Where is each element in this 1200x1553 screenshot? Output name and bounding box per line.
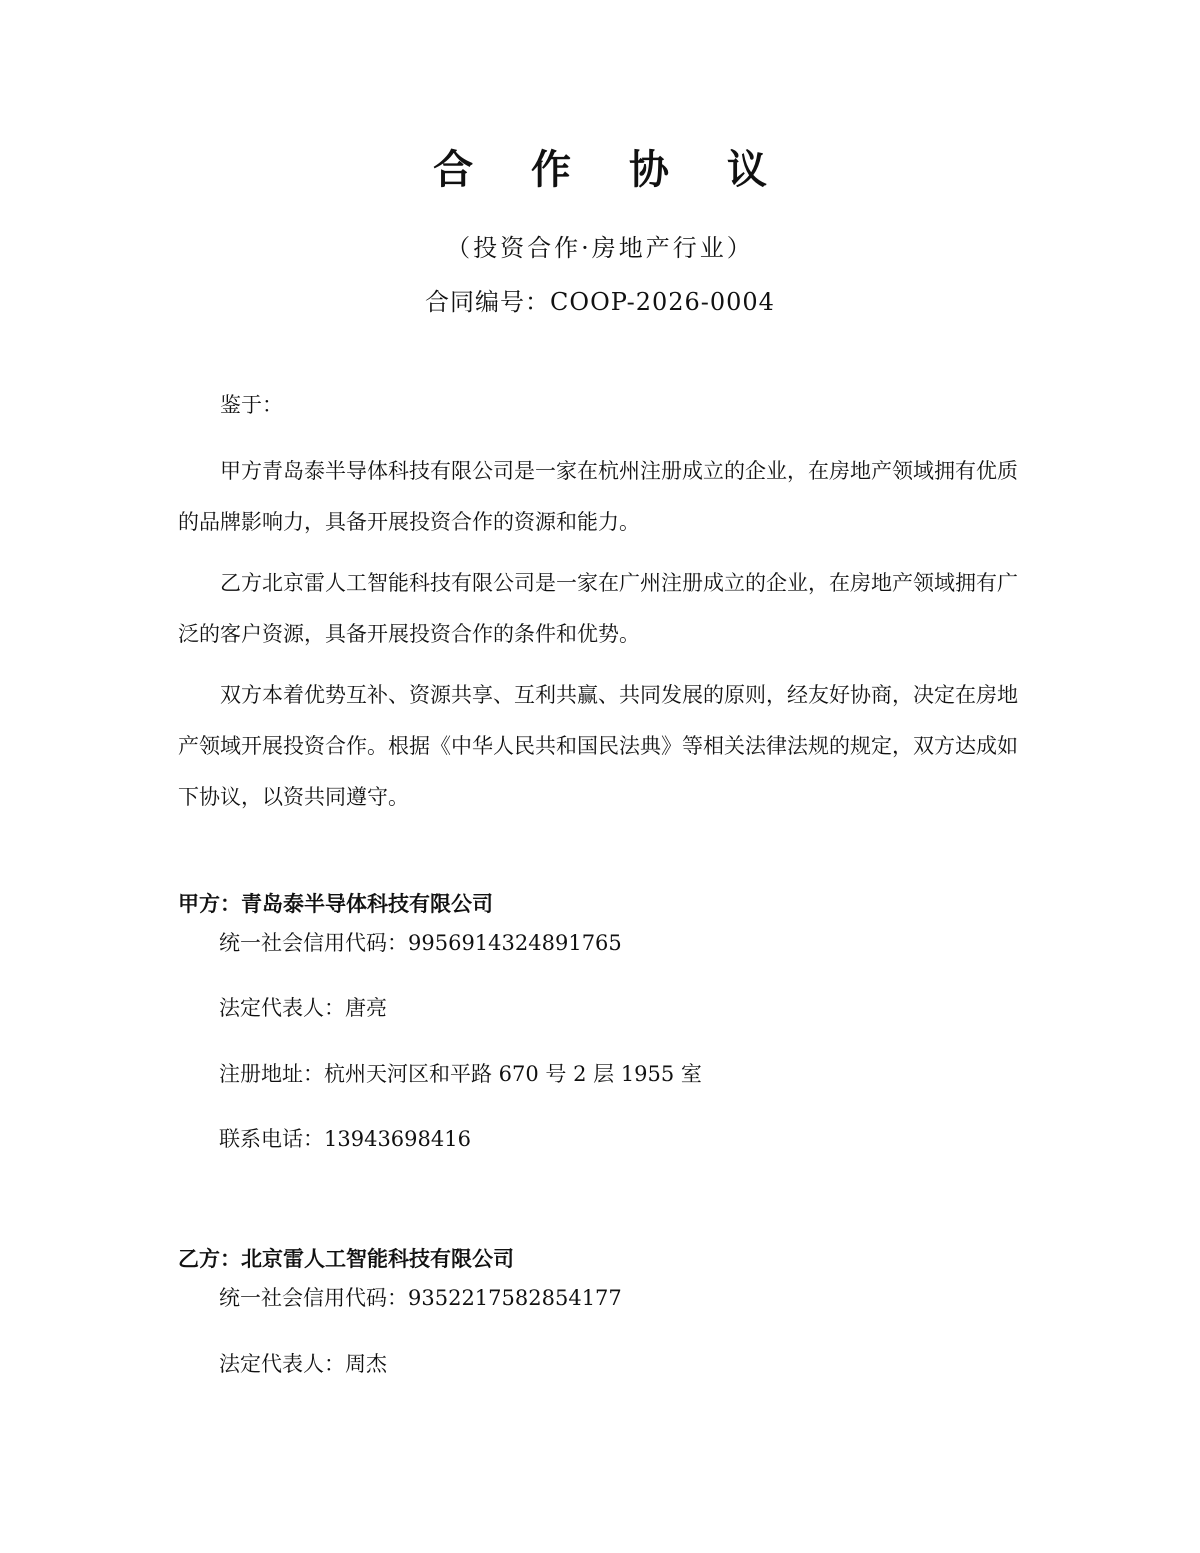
party-b-credit-code: 统一社会信用代码：9352217582854177 [219, 1286, 622, 1310]
recitals-intro [178, 380, 1026, 431]
party-a-legal-rep: 法定代表人：唐亮 [219, 996, 387, 1020]
document-subtitle: （投资合作·房地产行业） [446, 234, 754, 262]
party-a-phone: 联系电话：13943698416 [219, 1127, 471, 1151]
recital-party-a-text: 甲方青岛泰半导体科技有限公司是一家在杭州注册成立的企业，在房地产领域拥有优质的品牌影响力，具备开展投资合作的资源和能力。 [178, 459, 1018, 534]
party-b-legal-rep: 法定代表人：周杰 [219, 1352, 387, 1376]
party-a-heading: 甲方：青岛泰半导体科技有限公司 [178, 892, 493, 916]
party-a-credit-code: 统一社会信用代码：9956914324891765 [219, 931, 622, 955]
recital-party-b [178, 558, 1026, 660]
recitals-intro-text: 鉴于： [220, 393, 283, 417]
contract-number: 合同编号：COOP-2026-0004 [425, 288, 775, 316]
recital-agreement [178, 670, 1026, 823]
document-title: 合 作 协 议 [433, 147, 789, 193]
recital-party-a [178, 446, 1026, 548]
recital-agreement-text: 双方本着优势互补、资源共享、互利共赢、共同发展的原则，经友好协商，决定在房地产领域开展投资合作。根据《中华人民共和国民法典》等相关法律法规的规定，双方达成如下协议，以资共同遵守。 [178, 683, 1018, 809]
party-b-heading: 乙方：北京雷人工智能科技有限公司 [178, 1247, 514, 1271]
recital-party-b-text: 乙方北京雷人工智能科技有限公司是一家在广州注册成立的企业，在房地产领域拥有广泛的客户资源，具备开展投资合作的条件和优势。 [178, 571, 1018, 646]
party-a-address: 注册地址：杭州天河区和平路 670 号 2 层 1955 室 [219, 1062, 702, 1086]
